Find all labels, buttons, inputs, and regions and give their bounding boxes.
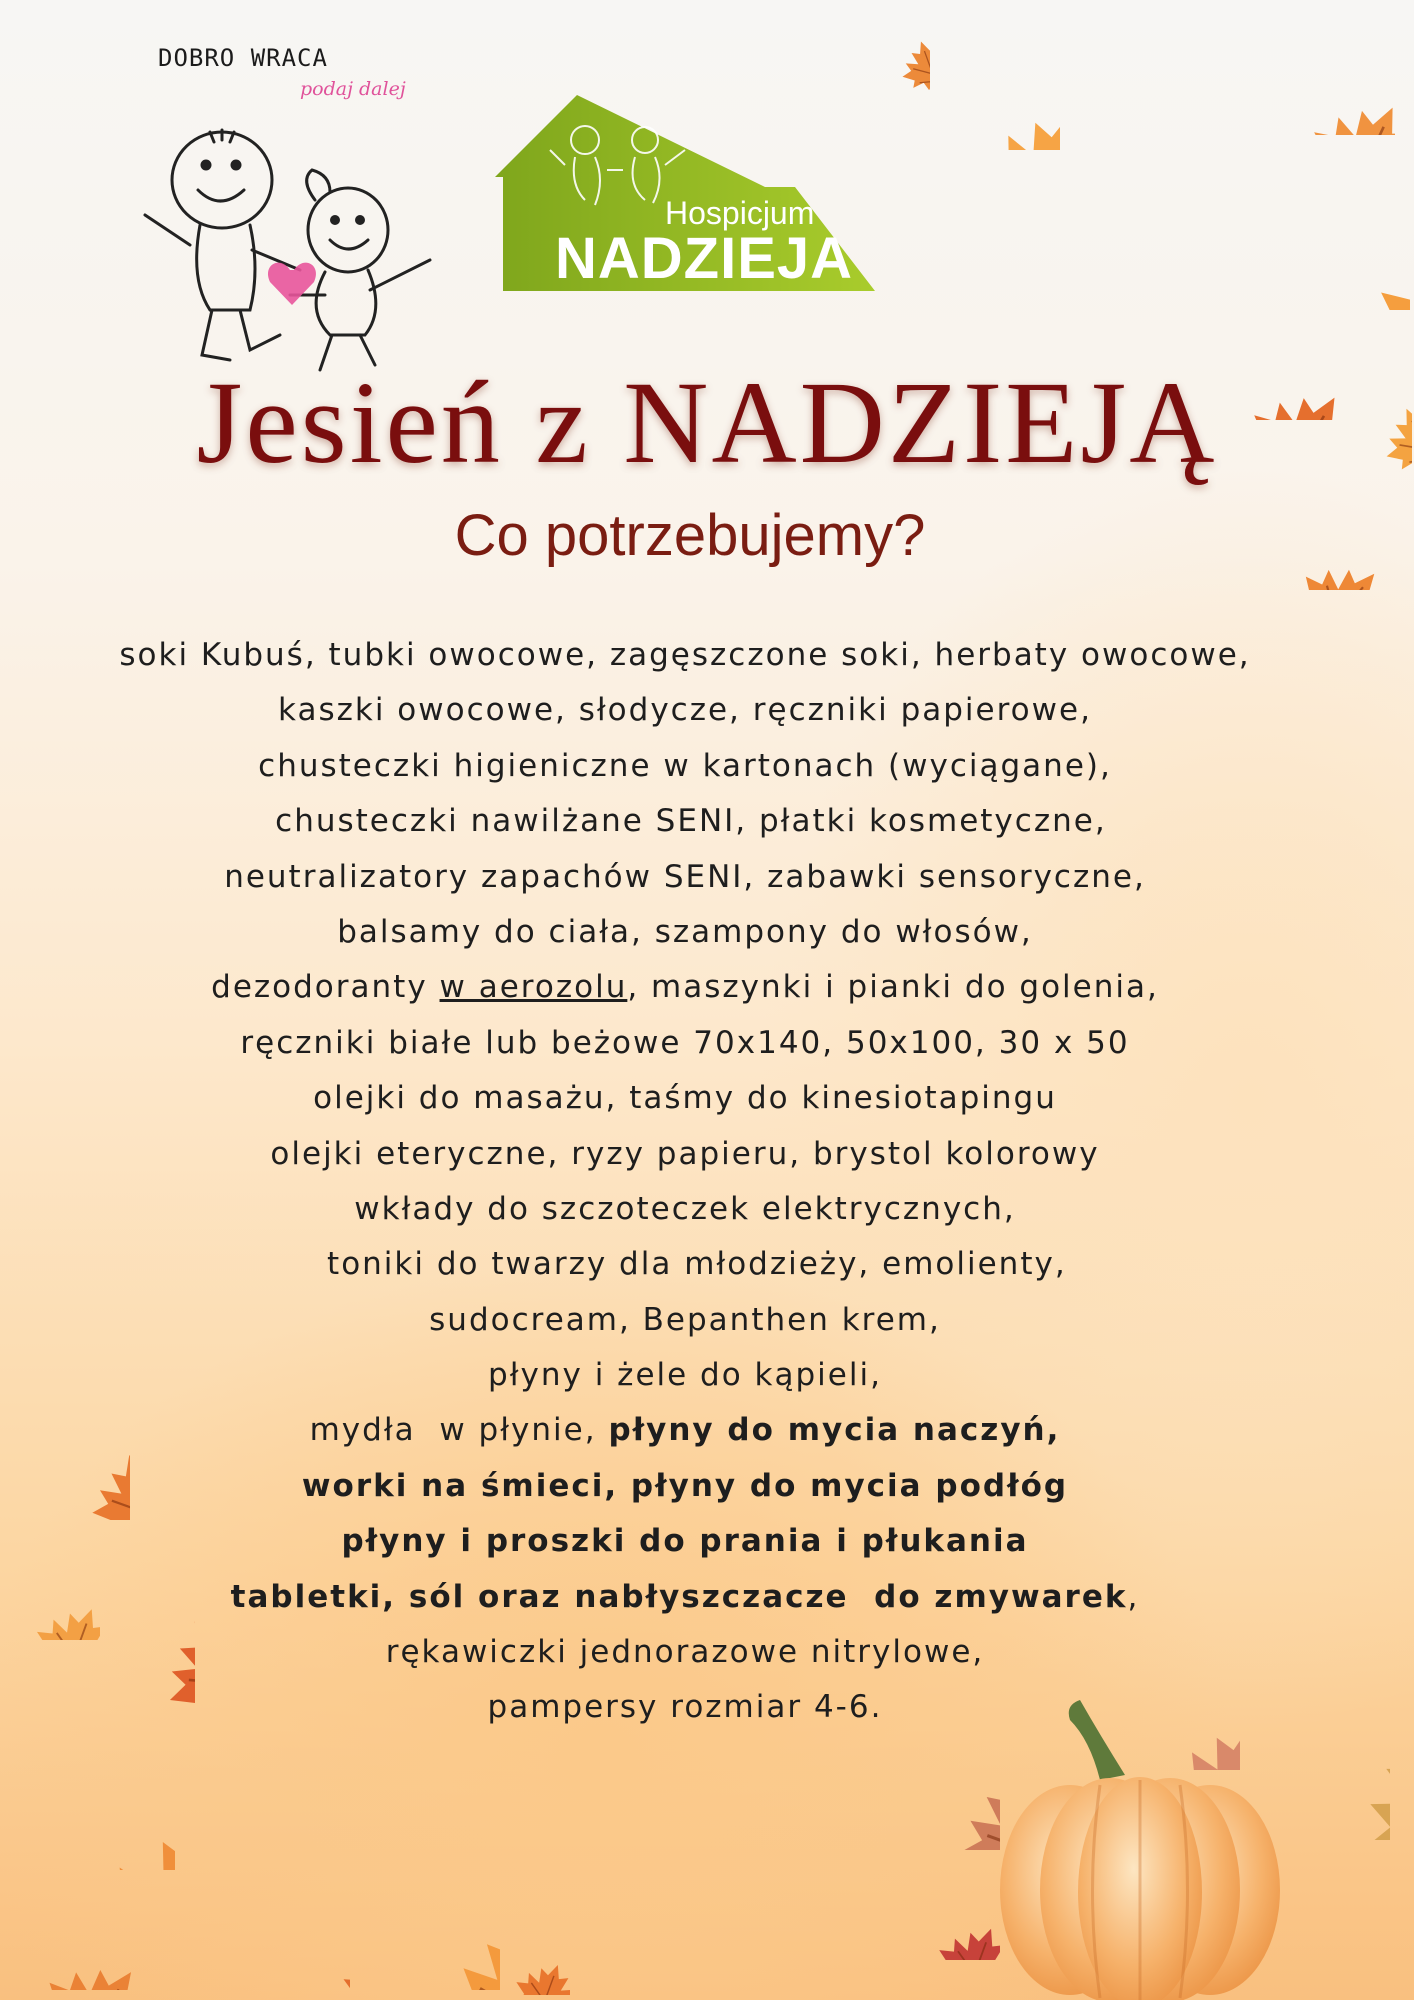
maple-leaf-icon xyxy=(1060,5,1240,185)
page-title: Jesień z NADZIEJĄ xyxy=(196,357,1218,488)
list-item: chusteczki nawilżane SENI, płatki kosmetyczne, xyxy=(263,803,1107,840)
maple-leaf-icon xyxy=(1240,140,1410,310)
maple-leaf-icon xyxy=(870,1720,1000,1850)
maple-leaf-icon xyxy=(20,1870,140,1990)
list-item-text: mydła w płynie, xyxy=(309,1412,609,1449)
maple-leaf-icon xyxy=(150,1800,350,2000)
pumpkin-icon xyxy=(990,1680,1290,2000)
list-item-text: dezodoranty xyxy=(211,969,440,1006)
list-item xyxy=(30,1570,1340,1625)
maple-leaf-icon xyxy=(1320,370,1412,470)
maple-leaf-icon xyxy=(1280,480,1390,590)
maple-leaf-icon xyxy=(850,10,930,90)
list-item: ręczniki białe lub beżowe 70x140, 50x100, 30 x 50 xyxy=(240,1024,1130,1061)
needs-list xyxy=(30,628,1340,1736)
hospicjum-nadzieja-logo xyxy=(495,95,875,295)
maple-leaf-icon xyxy=(900,1860,1000,1960)
list-item xyxy=(30,1403,1340,1458)
maple-leaf-icon xyxy=(360,1850,500,1990)
list-item: pampersy rozmiar 4-6. xyxy=(487,1689,883,1726)
list-item: płyny i proszki do prania i płukania xyxy=(341,1523,1029,1560)
list-item: neutralizatory zapachów SENI, zabawki sensoryczne, xyxy=(224,858,1146,895)
list-item: olejki eteryczne, ryzy papieru, brystol kolorowy xyxy=(270,1135,1100,1172)
list-item: toniki do twarzy dla młodzieży, emolienty, xyxy=(303,1246,1067,1283)
list-item-underlined: w aerozolu xyxy=(439,969,628,1006)
maple-leaf-icon xyxy=(930,20,1060,150)
list-item: płyny i żele do kąpieli, xyxy=(488,1357,882,1394)
maple-leaf-icon xyxy=(75,1590,195,1710)
list-item: sudocream, Bepanthen krem, xyxy=(429,1301,941,1338)
maple-leaf-icon xyxy=(20,1410,130,1520)
list-item-bold: płyny do mycia naczyń, xyxy=(608,1412,1061,1449)
list-item: rękawiczki jednorazowe nitrylowe, xyxy=(385,1634,985,1671)
list-item xyxy=(30,960,1340,1015)
dobro-wraca-text: DOBRO WRACA xyxy=(158,44,328,72)
list-item: kaszki owocowe, słodycze, ręczniki papierowe, xyxy=(278,692,1092,729)
list-item-text: , xyxy=(1127,1578,1140,1615)
maple-leaf-icon xyxy=(1275,15,1395,135)
list-item: wkłady do szczoteczek elektrycznych, xyxy=(354,1190,1016,1227)
list-item: chusteczki higieniczne w kartonach (wyciągane), xyxy=(258,747,1112,784)
page-subtitle: Co potrzebujemy? xyxy=(454,503,926,568)
dobro-wraca-logo xyxy=(140,40,440,360)
list-item: worki na śmieci, płyny do mycia podłóg xyxy=(301,1467,1069,1504)
list-item-text: , maszynki i pianki do golenia, xyxy=(627,969,1159,1006)
podaj-dalej-text: podaj dalej xyxy=(300,78,406,100)
list-item: olejki do masażu, taśmy do kinesiotapingu xyxy=(313,1080,1057,1117)
list-item: balsamy do ciała, szampony do włosów, xyxy=(337,913,1033,950)
list-item: soki Kubuś, tubki owocowe, zagęszczone soki, herbaty owocowe, xyxy=(119,637,1251,673)
nadzieja-text: NADZIEJA xyxy=(555,226,854,291)
maple-leaf-icon xyxy=(480,1905,570,1995)
hospicjum-text: Hospicjum xyxy=(665,195,815,231)
list-item-bold: tabletki, sól oraz nabłyszczacze do zmywarek xyxy=(230,1578,1128,1615)
